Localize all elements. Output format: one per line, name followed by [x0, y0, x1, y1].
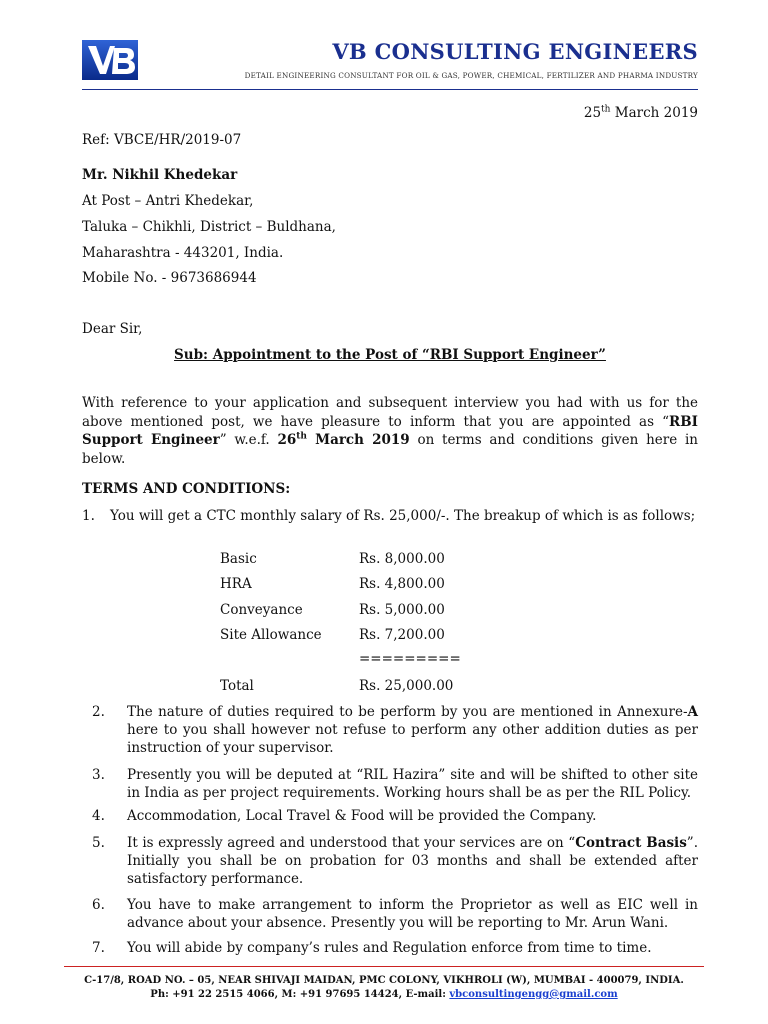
date-suffix: th: [601, 104, 611, 115]
letter-subject: Sub: Appointment to the Post of “RBI Support Engineer”: [174, 347, 606, 363]
salary-value-site-allowance: Rs. 7,200.00: [359, 627, 445, 643]
addressee-name: Mr. Nikhil Khedekar: [82, 167, 238, 183]
term-number: 7.: [92, 940, 105, 956]
salary-label-conveyance: Conveyance: [220, 602, 303, 618]
term-number: 1.: [82, 508, 95, 524]
salary-value-hra: Rs. 4,800.00: [359, 576, 445, 592]
effective-month-year: March 2019: [315, 432, 410, 448]
intro-paragraph: [82, 394, 698, 468]
term-text: You will abide by company’s rules and Regulation enforce from time to time.: [127, 940, 652, 956]
term-text: [127, 703, 698, 757]
salary-label-hra: HRA: [220, 576, 252, 592]
company-logo: [82, 40, 138, 80]
intro-text-3: on terms and conditions given here in below.: [82, 432, 698, 467]
term-number: 5.: [92, 835, 105, 851]
footer-email-link[interactable]: vbconsultingengg@gmail.com: [449, 989, 618, 1000]
annexure-ref: A: [687, 704, 698, 720]
date-month-year: March 2019: [614, 105, 698, 121]
term-text: [127, 834, 698, 888]
effective-suffix: th: [296, 431, 307, 442]
address-line-1: At Post – Antri Khedekar,: [82, 193, 254, 209]
effective-date: [277, 432, 409, 448]
term-text-a: The nature of duties required to be perform by you are mentioned in Annexure-: [127, 704, 688, 720]
salary-separator: =========: [359, 651, 461, 667]
term-text: You will get a CTC monthly salary of Rs. 25,000/-. The breakup of which is as follows;: [110, 508, 696, 524]
term-text-a: It is expressly agreed and understood that your services are on “: [127, 835, 576, 851]
salutation: Dear Sir,: [82, 321, 143, 337]
salary-label-basic: Basic: [220, 551, 257, 567]
salary-value-conveyance: Rs. 5,000.00: [359, 602, 445, 618]
salary-value-total: Rs. 25,000.00: [359, 678, 454, 694]
term-text-b: ”. Initially you shall be on probation for 03 months and shall be extended after satisfactory performance.: [127, 835, 698, 887]
appointed-role: RBI Support Engineer: [82, 413, 698, 448]
address-line-3: Maharashtra - 443201, India.: [82, 245, 284, 261]
company-name: VB CONSULTING ENGINEERS: [332, 39, 698, 64]
footer-divider: [64, 966, 704, 967]
company-tagline: DETAIL ENGINEERING CONSULTANT FOR OIL & GAS, POWER, CHEMICAL, FERTILIZER AND PHARMA INDUSTRY: [244, 71, 698, 80]
term-text: Presently you will be deputed at “RIL Hazira” site and will be shifted to other site in India as per project requirements. Working hours shall be as per the RIL Policy.: [127, 767, 698, 801]
intro-text-1: With reference to your application and subsequent interview you had with us for the above mentioned post, we have pleasure to inform that you are appointed as “: [82, 395, 698, 430]
term-number: 6.: [92, 897, 105, 913]
term-number: 3.: [92, 767, 105, 783]
salary-value-basic: Rs. 8,000.00: [359, 551, 445, 567]
header-divider: [82, 89, 698, 90]
date-day: 25: [583, 105, 602, 121]
term-text-b: here to you shall however not refuse to perform any other addition duties as per instruction of your supervisor.: [127, 722, 698, 756]
term-number: 4.: [92, 808, 105, 824]
contract-basis: Contract Basis: [575, 835, 687, 851]
address-line-2: Taluka – Chikhli, District – Buldhana,: [82, 219, 336, 235]
terms-heading: TERMS AND CONDITIONS:: [82, 481, 291, 497]
reference-number: Ref: VBCE/HR/2019-07: [82, 132, 242, 148]
intro-text-2: ” w.e.f.: [219, 432, 278, 448]
effective-day: 26: [277, 432, 297, 448]
salary-label-site-allowance: Site Allowance: [220, 627, 322, 643]
term-text: You have to make arrangement to inform the Proprietor as well as EIC well in advance about your absence. Presently you will be reporting to Mr. Arun Wani.: [127, 897, 698, 931]
addressee-mobile: Mobile No. - 9673686944: [82, 270, 257, 286]
footer-phone: Ph: +91 22 2515 4066, M: +91 97695 14424, E-mail:: [150, 989, 450, 1000]
footer-address: C-17/8, ROAD NO. – 05, NEAR SHIVAJI MAIDAN, PMC COLONY, VIKHROLI (W), MUMBAI - 400079, INDIA.: [84, 975, 684, 986]
term-number: 2.: [92, 704, 105, 720]
salary-label-total: Total: [220, 678, 254, 694]
letter-date: [584, 104, 698, 122]
term-text: Accommodation, Local Travel & Food will be provided the Company.: [127, 808, 597, 824]
footer-contact: [64, 989, 704, 1000]
